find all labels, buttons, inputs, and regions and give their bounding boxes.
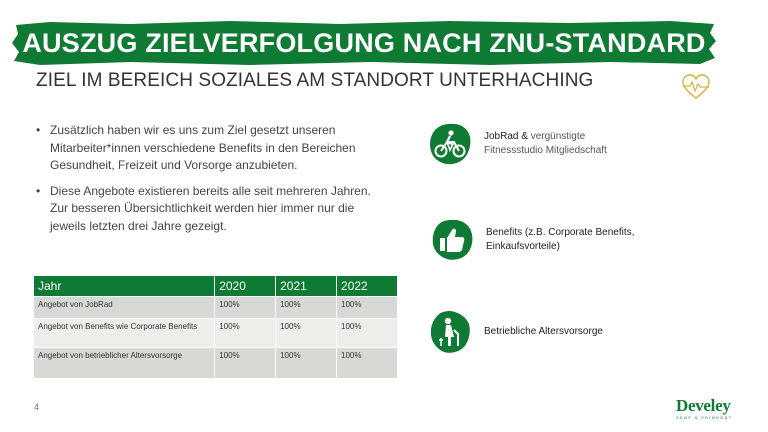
bullet-text: Zusätzlich haben wir es uns zum Ziel gesetzt unseren Mitarbeiter*innen verschiedene Benefits in den Bereichen Gesundheit, Freizeit und Vorsorge anzubieten. bbox=[50, 123, 356, 172]
bullet-dot-icon: • bbox=[36, 183, 41, 198]
table-header-row bbox=[34, 276, 398, 297]
benefit-name: JobRad & bbox=[484, 131, 528, 142]
title-banner bbox=[10, 19, 718, 67]
heart-pulse-icon bbox=[681, 72, 711, 102]
bullet-text: Diese Angebote existieren bereits alle seit mehreren Jahren. Zur besseren Übersichtlichkeit werden hier immer nur die jeweils letzten drei Jahre gezeigt. bbox=[50, 183, 371, 233]
table-row bbox=[34, 348, 398, 378]
table-cell: 100% bbox=[337, 319, 398, 348]
table-cell: Angebot von betrieblicher Altersvorsorge bbox=[34, 348, 215, 378]
table-cell: 100% bbox=[215, 348, 276, 378]
table-row bbox=[34, 297, 398, 319]
benefits-table bbox=[34, 276, 398, 378]
elderly-person-icon bbox=[428, 310, 472, 354]
logo-tagline: SENF & FEINKOST bbox=[676, 415, 733, 420]
table-cell: 100% bbox=[276, 297, 337, 319]
table-cell: Angebot von Benefits wie Corporate Benefits bbox=[34, 319, 215, 348]
benefit-line: Benefits (z.B. Corporate Benefits, bbox=[486, 227, 635, 238]
develey-logo bbox=[676, 398, 733, 420]
table-cell: 100% bbox=[215, 319, 276, 348]
benefit-line: vergünstigte bbox=[527, 131, 586, 142]
benefit-pension bbox=[428, 310, 603, 354]
table-cell: Angebot von JobRad bbox=[34, 297, 215, 319]
table-cell: 100% bbox=[337, 297, 398, 319]
table-cell: 100% bbox=[276, 348, 337, 378]
table-cell: 100% bbox=[337, 348, 398, 378]
thumbs-up-icon bbox=[430, 218, 474, 262]
bullet-item bbox=[34, 183, 374, 236]
benefit-text bbox=[486, 226, 634, 254]
table-header-cell: Jahr bbox=[34, 276, 215, 297]
table-cell: 100% bbox=[276, 319, 337, 348]
table-header-cell: 2022 bbox=[337, 276, 398, 297]
bullet-dot-icon: • bbox=[36, 123, 41, 137]
benefit-text bbox=[484, 325, 603, 339]
page-subtitle: ZIEL IM BEREICH SOZIALES AM STANDORT UNTERHACHING bbox=[36, 70, 594, 91]
benefit-jobrad bbox=[428, 122, 607, 166]
bicycle-icon bbox=[428, 122, 472, 166]
benefit-text bbox=[484, 130, 607, 158]
table-row bbox=[34, 319, 398, 348]
page-title: AUSZUG ZIELVERFOLGUNG NACH ZNU-STANDARD bbox=[22, 27, 706, 58]
benefit-corporate bbox=[430, 218, 634, 262]
table-cell: 100% bbox=[215, 297, 276, 319]
benefit-line: Betriebliche Altersvorsorge bbox=[484, 326, 603, 337]
benefit-line: Einkaufsvorteile) bbox=[486, 241, 560, 252]
logo-wordmark: Develey bbox=[676, 396, 731, 415]
bullet-list bbox=[34, 122, 374, 243]
page-number: 4 bbox=[34, 402, 40, 412]
table-header-cell: 2021 bbox=[276, 276, 337, 297]
benefit-line: Fitnessstudio Mitgliedschaft bbox=[484, 145, 607, 156]
bullet-item bbox=[34, 122, 374, 175]
table-header-cell: 2020 bbox=[215, 276, 276, 297]
